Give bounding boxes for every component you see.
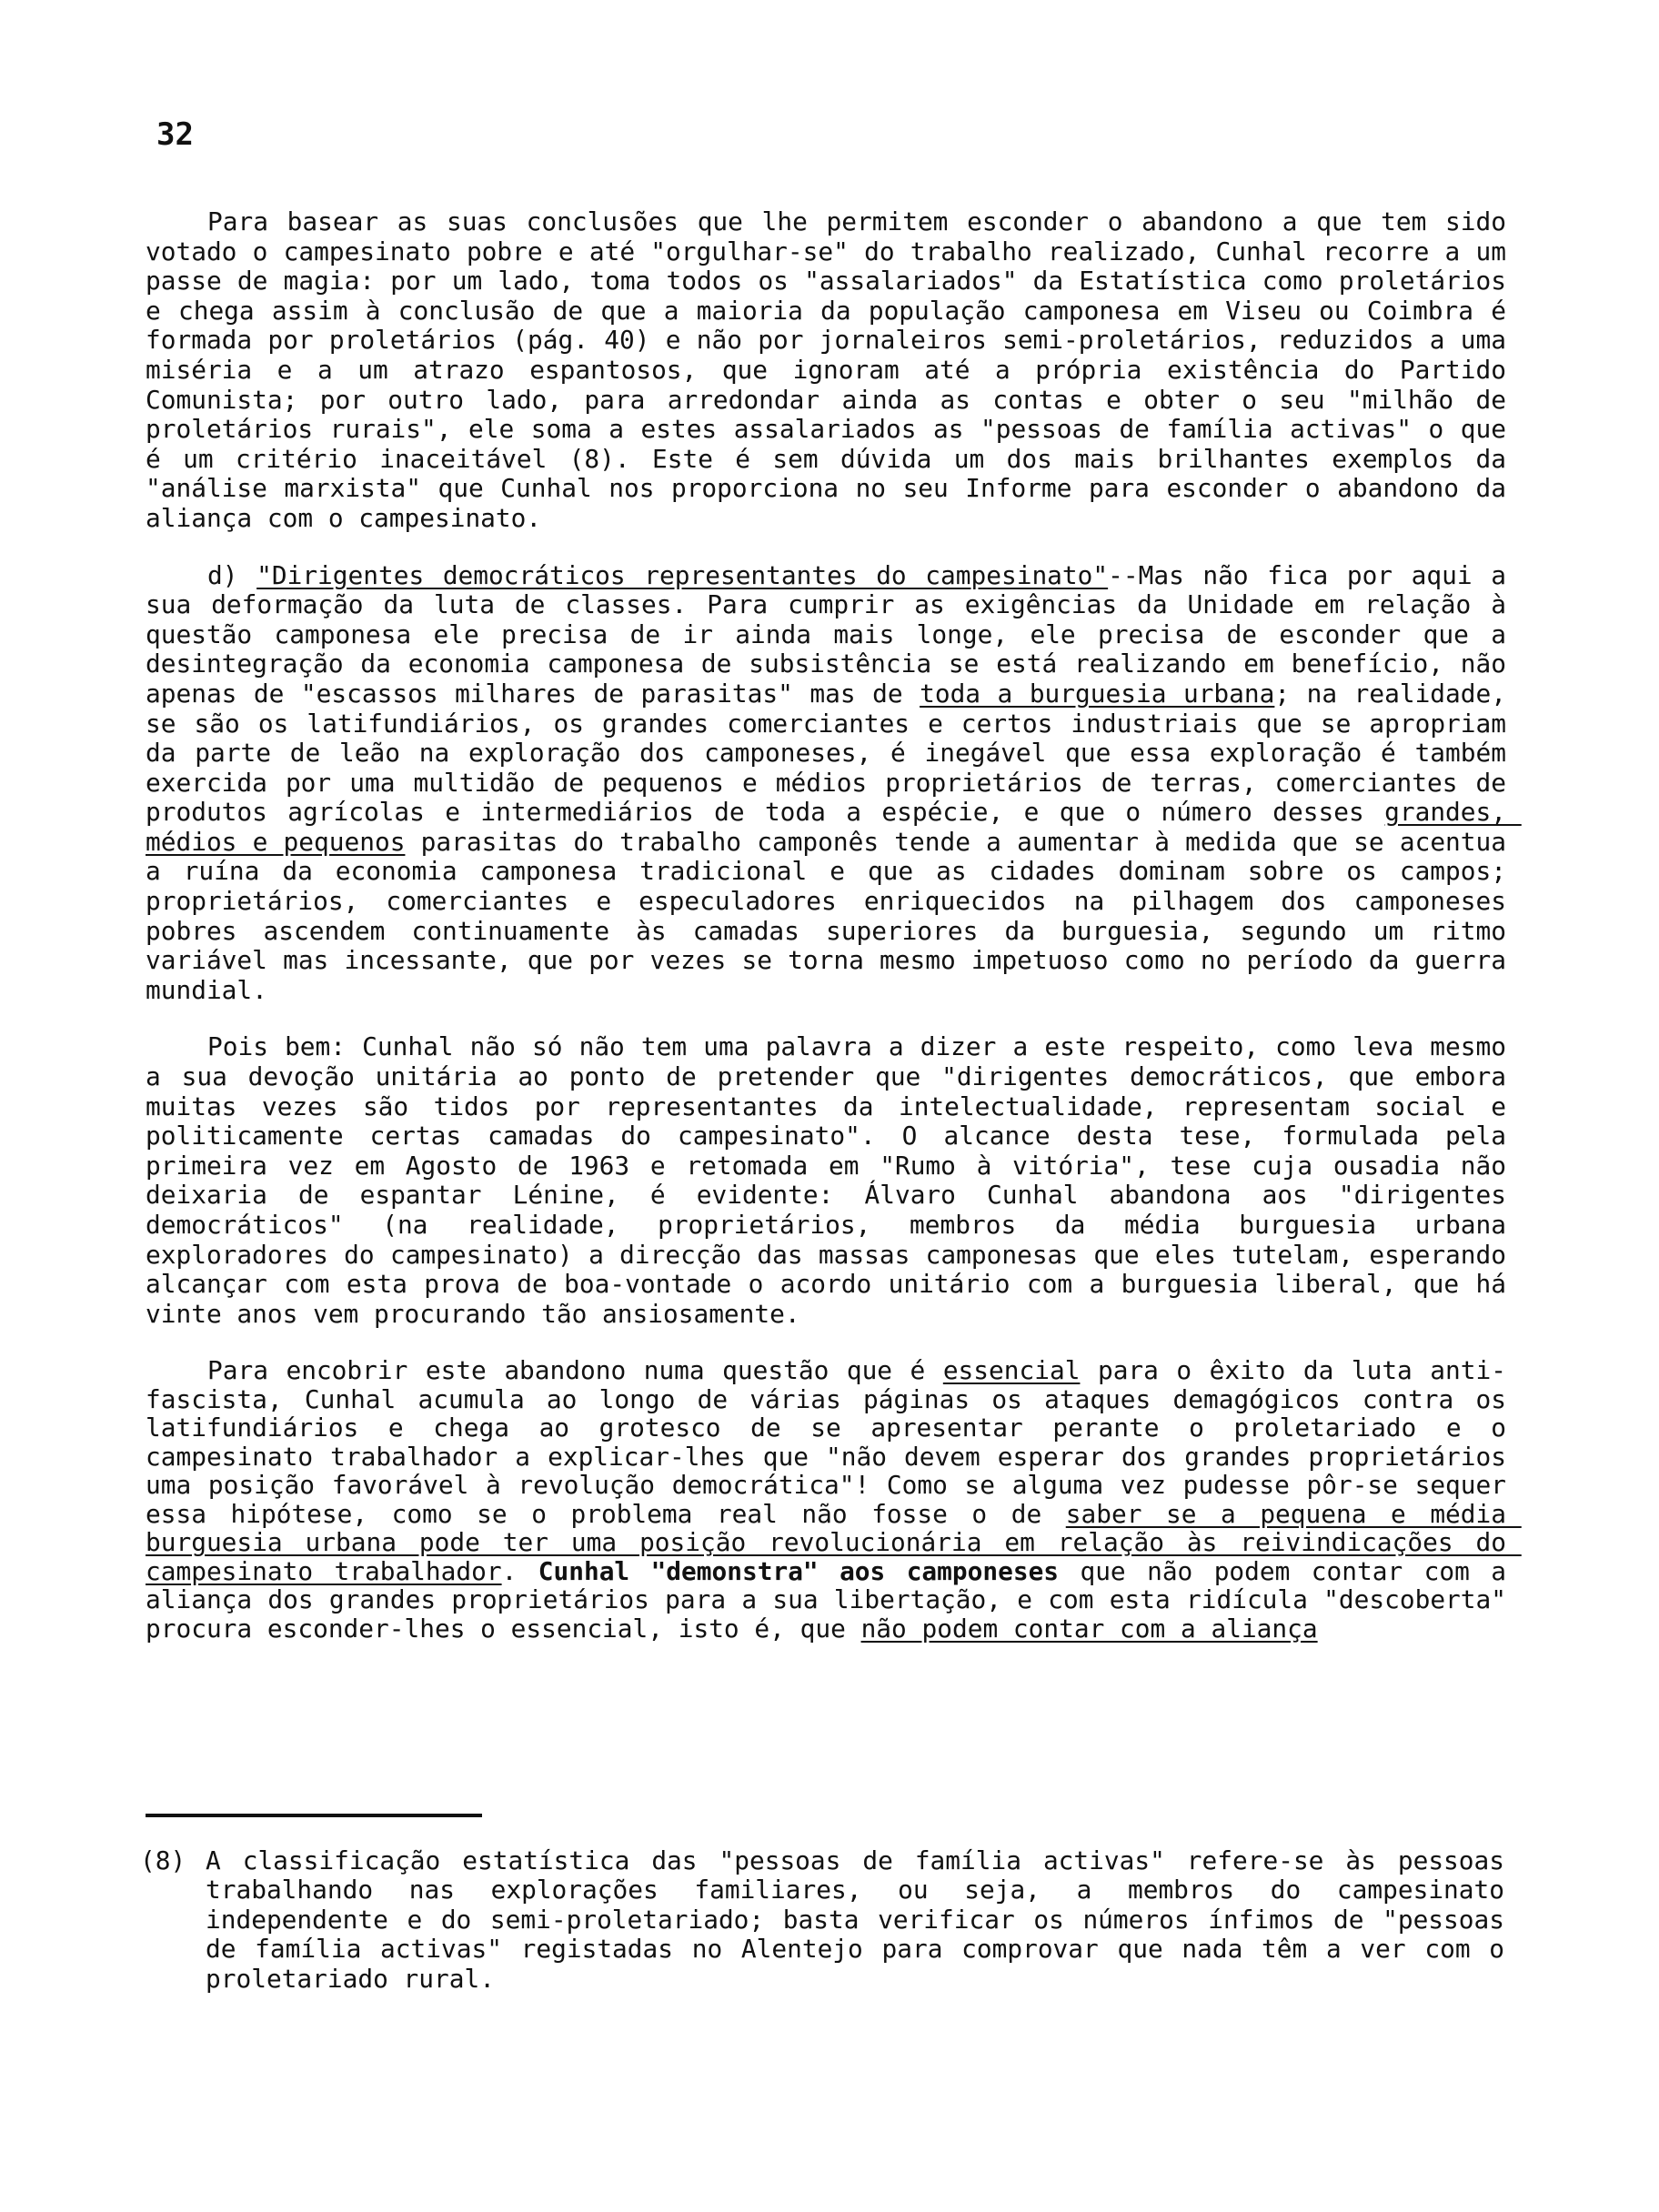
- body-text: [146, 206, 1522, 1670]
- paragraph-3: Pois bem: Cunhal não só não tem uma palavra a dizer a este respeito, como leva mesmo a sua devoção unitária ao ponto de pretender que "dirigentes democráticos, que embora muitas vezes são tidos por representantes da intelectualidade, representam social e politicamente certas camadas do campesinato". O alcance desta tese, formulada pela primeira vez em Agosto de 1963 e retomada em "Rumo à vitória", tese cuja ousadia não deixaria de espantar Lénine, é evidente: Álvaro Cunhal abandona aos "dirigentes democráticos" (na realidade, proprietários, membros da média burguesia urbana exploradores do campesinato) a direcção das massas camponesas que eles tutelam, esperando alcançar com esta prova de boa-vontade o acordo unitário com a burguesia liberal, que há vinte anos vem procurando tão ansiosamente.: [146, 1031, 1522, 1329]
- paragraph-2: [146, 559, 1522, 1006]
- footnote: [140, 1846, 1504, 1994]
- underlined-phrase: grandes, médios e pequenos: [146, 797, 1522, 857]
- paragraph-4: [146, 1355, 1522, 1644]
- section-heading: "Dirigentes democráticos representantes do campesinato": [256, 559, 1109, 590]
- text-run: para o êxito da luta anti-fascista, Cunhal acumula ao longo de várias páginas os ataques demagógicos contra os latifundiários e chega ao grotesco de se apresentar perante o proletariado e o campesinato trabalhador a explicar-lhes que "não devem esperar dos grandes proprietários uma posição favorável à revolução democrática"! Como se alguma vez pudesse pôr-se sequer essa hipótese, como se o problema real não fosse o de: [146, 1355, 1522, 1529]
- footnote-text: A classificação estatística das "pessoas de família activas" refere-se às pessoas trabalhando nas explorações familiares, ou seja, a membros do campesinato independente e do semi-proletariado; basta verificar os números ínfimos de "pessoas de família activas" registadas no Alentejo para comprovar que nada têm a ver com o proletariado rural.: [206, 1845, 1504, 1994]
- text-run: Para encobrir este abandono numa questão que é: [207, 1355, 943, 1386]
- footnote-divider: [146, 1814, 482, 1817]
- page-number: 32: [156, 116, 194, 153]
- text-run: que não podem contar com a aliança dos grandes proprietários para a sua libertação, e com esta ridícula "descoberta" procura esconder-lhes o essencial, isto é, que: [146, 1555, 1522, 1644]
- underlined-phrase: toda a burguesia urbana: [920, 678, 1275, 709]
- text-run: parasitas do trabalho camponês tende a aumentar à medida que se acentua a ruína da economia camponesa tradicional e que as cidades dominam sobre os campos; proprietários, comerciantes e especuladores enriquecidos na pilhagem dos camponeses pobres ascendem continuamente às camadas superiores da burguesia, segundo um ritmo variável mas incessante, que por vezes se torna mesmo impetuoso como no período da guerra mundial.: [146, 826, 1522, 1005]
- underlined-phrase: não podem contar com a aliança: [860, 1613, 1318, 1644]
- list-marker: d): [207, 559, 257, 590]
- text-run: ; na realidade, se são os latifundiários, os grandes comerciantes e certos industriais que se apropriam da parte de leão na exploração dos camponeses, é inegável que essa exploração é também exercida por uma multidão de pequenos e médios proprietários de terras, comerciantes de produtos agrícolas e intermediários de toda a espécie, e que o número desses: [146, 678, 1522, 828]
- underlined-phrase: essencial: [942, 1355, 1081, 1386]
- bold-phrase: Cunhal "demonstra" aos camponeses: [538, 1555, 1060, 1586]
- text-run: .: [501, 1555, 538, 1586]
- text-run: --Mas não fica por aqui a sua deformação da luta de classes. Para cumprir as exigências da Unidade em relação à questão camponesa ele precisa de ir ainda mais longe, ele precisa de esconder que a desintegração da economia camponesa de subsistência se está realizando em benefício, não apenas de "escassos milhares de parasitas" mas de: [146, 559, 1522, 709]
- underlined-phrase: saber se a pequena e média burguesia urbana pode ter uma posição revolucionária em relação às reivindicações do campesinato trabalhador: [146, 1498, 1522, 1586]
- paragraph-1: Para basear as suas conclusões que lhe permitem esconder o abandono a que tem sido votado o campesinato pobre e até "orgulhar-se" do trabalho realizado, Cunhal recorre a um passe de magia: por um lado, toma todos os "assalariados" da Estatística como proletários e chega assim à conclusão de que a maioria da população camponesa em Viseu ou Coimbra é formada por proletários (pág. 40) e não por jornaleiros semi-proletários, reduzidos a uma miséria e a um atrazo espantosos, que ignoram até a própria existência do Partido Comunista; por outro lado, para arredondar ainda as contas e obter o seu "milhão de proletários rurais", ele soma a estes assalariados as "pessoas de família activas" o que é um critério inaceitável (8). Este é sem dúvida um dos mais brilhantes exemplos da "análise marxista" que Cunhal nos proporciona no seu Informe para esconder o abandono da aliança com o campesinato.: [146, 206, 1522, 533]
- footnote-marker: (8): [140, 1845, 186, 1875]
